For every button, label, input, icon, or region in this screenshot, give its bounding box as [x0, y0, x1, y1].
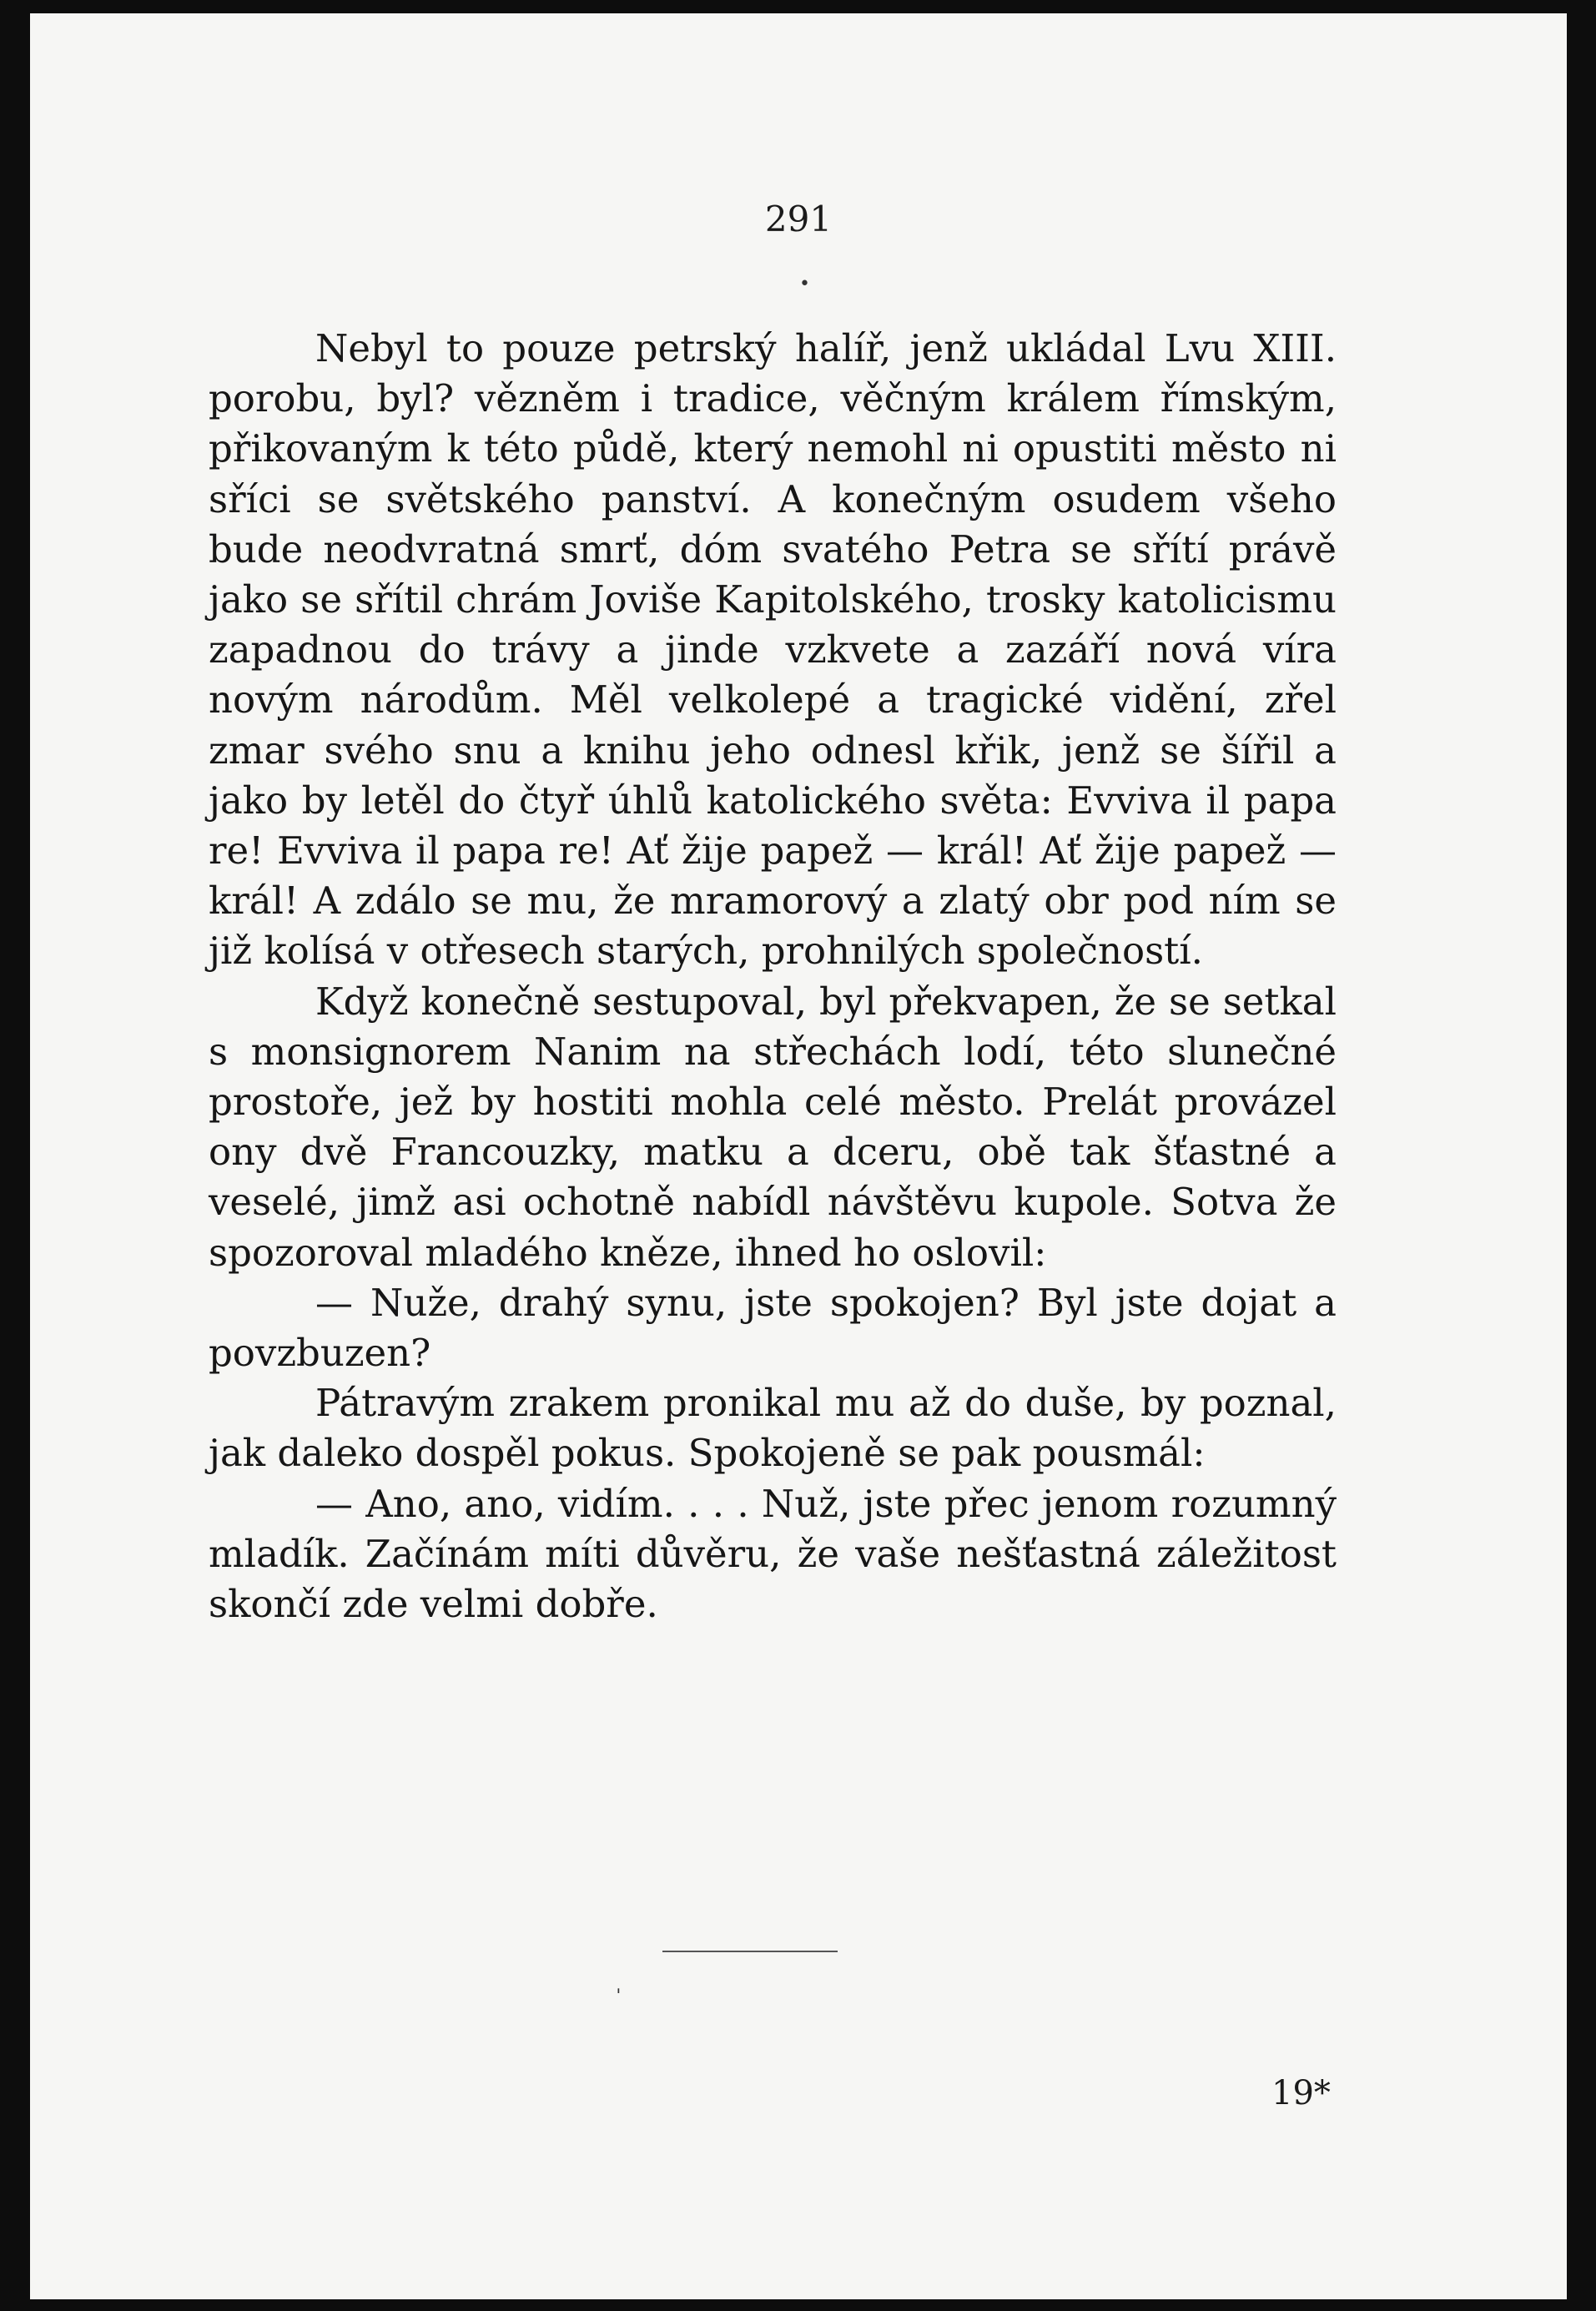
printer-mark-tick: ˌ [616, 1972, 622, 1996]
body-text [209, 324, 1337, 1629]
page-number: 291 [764, 199, 833, 239]
paragraph-3: — Nuže, drahý synu, jste spokojen? Byl jste dojat a povzbuzen? [209, 1280, 1337, 1376]
signature-mark: 19* [1271, 2074, 1331, 2112]
book-page [30, 13, 1567, 2299]
printer-mark-dot: • [799, 274, 810, 295]
paragraph-4: Pátravým zrakem pronikal mu až do duše, by poznal, jak daleko dospěl pokus. Spokojeně se pak pousmál: [209, 1381, 1337, 1476]
paragraph-5: — Ano, ano, vidím. . . . Nuž, jste přec jenom rozumný mladík. Začínám míti důvěru, že vaše nešťastná záležitost skončí zde velmi dobře. [209, 1481, 1337, 1627]
paragraph-1: Nebyl to pouze petrský halíř, jenž ukládal Lvu XIII. porobu, byl? vězněm i tradice, věčným králem římským, přikovaným k této půdě, který nemohl ni opustiti město ni sříci se světského panství. A konečným osudem všeho bude neodvratná smrť, dóm svatého Petra se sřítí právě jako se sřítil chrám Joviše Kapitolského, trosky katolicismu zapadnou do trávy a jinde vzkvete a zazáří nová víra novým národům. Měl velkolepé a tragické vidění, zřel zmar svého snu a knihu jeho odnesl křik, jenž se šířil a jako by letěl do čtyř úhlů katolického světa: Evviva il papa re! Evviva il papa re! Ať žije papež — král! Ať žije papež — král! A zdálo se mu, že mramorový a zlatý obr pod ním se již kolísá v otřesech starých, prohnilých společností. [209, 326, 1337, 974]
paragraph-2: Když konečně sestupoval, byl překvapen, že se setkal s monsignorem Nanim na střechách lodí, této slunečné prostoře, jež by hostiti mohla celé město. Prelát provázel ony dvě Francouzky, matku a dceru, obě tak šťastné a veselé, jimž asi ochotně nabídl návštěvu kupole. Sotva že spozoroval mladého kněze, ihned ho oslovil: [209, 979, 1337, 1275]
section-divider [662, 1951, 838, 1952]
